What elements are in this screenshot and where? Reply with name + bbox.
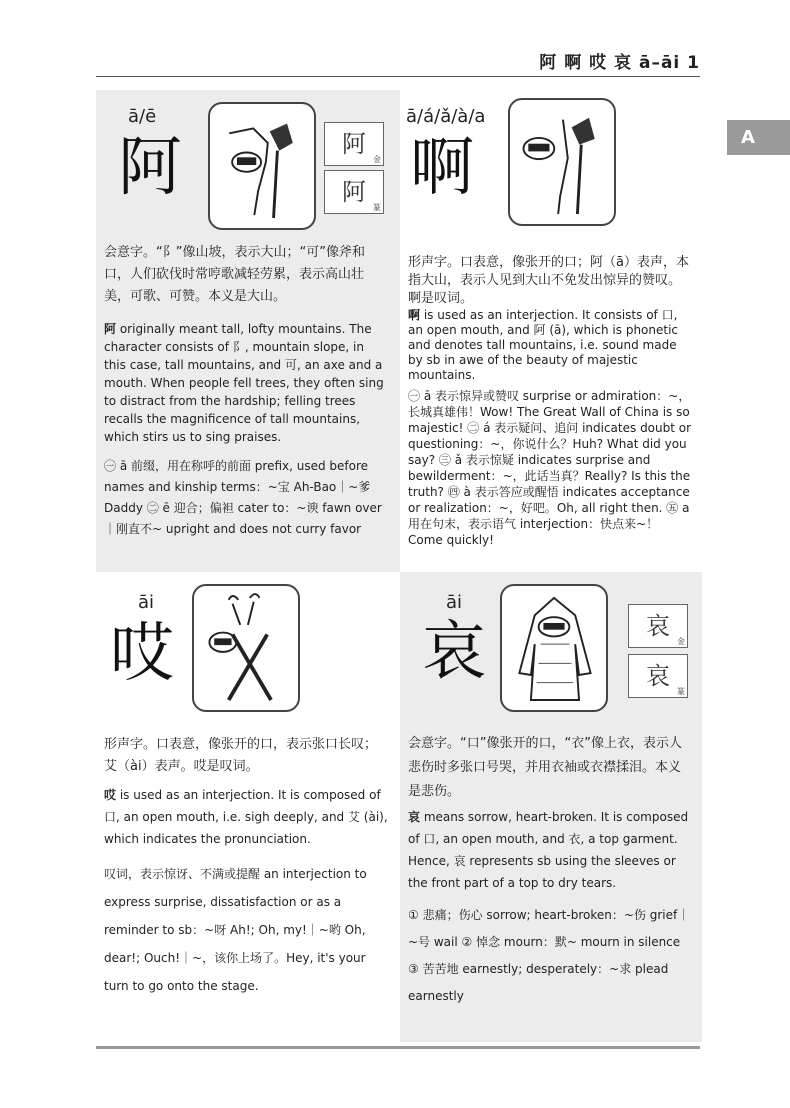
character-illustration (192, 584, 300, 712)
etymology-en: 阿 originally meant tall, lofty mountains. The character consists of 阝, mountain slope, in this case, tall mountains, and 可, an axe and a mouth. When people fell trees, they often sing to distract from the hardship; felling trees recalls the magnificence of tall mountains, which stirs us to sing praises. (104, 322, 384, 444)
bronze-script: 阿 金 (324, 122, 384, 166)
character-illustration (208, 102, 316, 230)
seal-script: 哀 篆 (628, 654, 688, 698)
etymology-en: 啊 is used as an interjection. It consists of 口, an open mouth, and 阿 (ā), which is phonetic and denotes tall mountains, i.e. sound made by sb in awe of the beauty of majestic mountains. (408, 308, 679, 382)
axe-mouth-drawing (210, 104, 314, 228)
character-illustration (500, 584, 608, 712)
seal-script: 阿 篆 (324, 170, 384, 214)
entry-character: 啊 (410, 131, 474, 205)
etymology-cn: 会意字。“阝”像山坡，表示大山；“可”像斧和口，人们砍伐时常哼歌减轻劳累，表示高山壮美，可歌、可赞。本义是大山。 (104, 245, 365, 304)
entry-character: 哀 (422, 615, 486, 689)
definitions: 叹词，表示惊讶、不满或提醒 an interjection to express surprise, dissatisfaction or as a reminder to sb：~呀 Ah!; Oh, my!｜~哟 Oh, dear!; Ouch!｜~，该你上场了。Hey, it's your turn to go onto the stage. (104, 867, 367, 993)
footer-rule (96, 1046, 700, 1049)
entry-pinyin: ā/ē (128, 106, 157, 127)
etymology-cn: 会意字。“口”像张开的口，“衣”像上衣，表示人悲伤时多张口号哭，并用衣袖或衣襟揉泪。本义是悲伤。 (408, 736, 682, 799)
mouth-sprouts-drawing (194, 586, 298, 710)
header-rule (96, 76, 700, 77)
entry-pinyin: āi (138, 592, 155, 613)
etymology-en: 哎 is used as an interjection. It is composed of 口, an open mouth, i.e. sigh deeply, and 艾 (ài), which indicates the pronunciation. (104, 788, 388, 846)
robe-mouth-drawing (502, 586, 606, 710)
entry-a (96, 90, 400, 572)
definitions: ㊀ ā 前缀，用在称呼的前面 prefix, used before names and kinship terms：~宝 Ah-Bao｜~爹 Daddy ㊁ ē 迎合；偏袒 cater to：~谀 fawn over｜刚直不~ upright and does not curry favor (104, 459, 382, 536)
etymology-cn: 形声字。口表意，像张开的口；阿（ā）表声，本指大山，表示人见到大山不免发出惊异的赞叹。啊是叹词。 (408, 255, 689, 306)
entry-character: 阿 (118, 131, 182, 205)
entry-character: 哎 (110, 617, 174, 691)
mouth-axe-drawing (510, 100, 614, 224)
bronze-script: 哀 金 (628, 604, 688, 648)
entry-ai2 (400, 572, 702, 1042)
page-header-title: 阿 啊 哎 哀 ā–āi 1 (539, 53, 700, 73)
entry-ai (96, 572, 400, 1042)
entry-a2 (400, 90, 702, 572)
alphabet-tab[interactable]: A (727, 120, 790, 155)
etymology-en: 哀 means sorrow, heart-broken. It is composed of 口, an open mouth, and 衣, a top garment. Hence, 哀 represents sb using the sleeves or the front part of a top to dry tears. (408, 810, 689, 890)
character-illustration (508, 98, 616, 226)
entry-pinyin: āi (446, 592, 463, 613)
definitions: ㊀ ā 表示惊异或赞叹 surprise or admiration：~，长城真雄伟！Wow! The Great Wall of China is so majestic! ㊁ á 表示疑问、追问 indicates doubt or questioning：~，你说什么？Huh? What did you say? ㊂ ǎ 表示惊疑 indicates surprise and bewilderment：~，此话当真？Really? Is this the truth? ㊃ à 表示答应或醒悟 indicates acceptance or realization：~，好吧。Oh, all right then. ㊄ a 用在句末，表示语气 interjection：快点来~！Come quickly! (408, 389, 692, 547)
etymology-cn: 形声字。口表意，像张开的口，表示张口长叹；艾（ài）表声。哎是叹词。 (104, 737, 378, 774)
entry-pinyin: ā/á/ǎ/à/a (406, 106, 486, 127)
definitions: ① 悲痛；伤心 sorrow; heart-broken：~伤 grief｜~号 wail ② 悼念 mourn：默~ mourn in silence ③ 苦苦地 earnestly; desperately：~求 plead earnestly (408, 908, 690, 1003)
